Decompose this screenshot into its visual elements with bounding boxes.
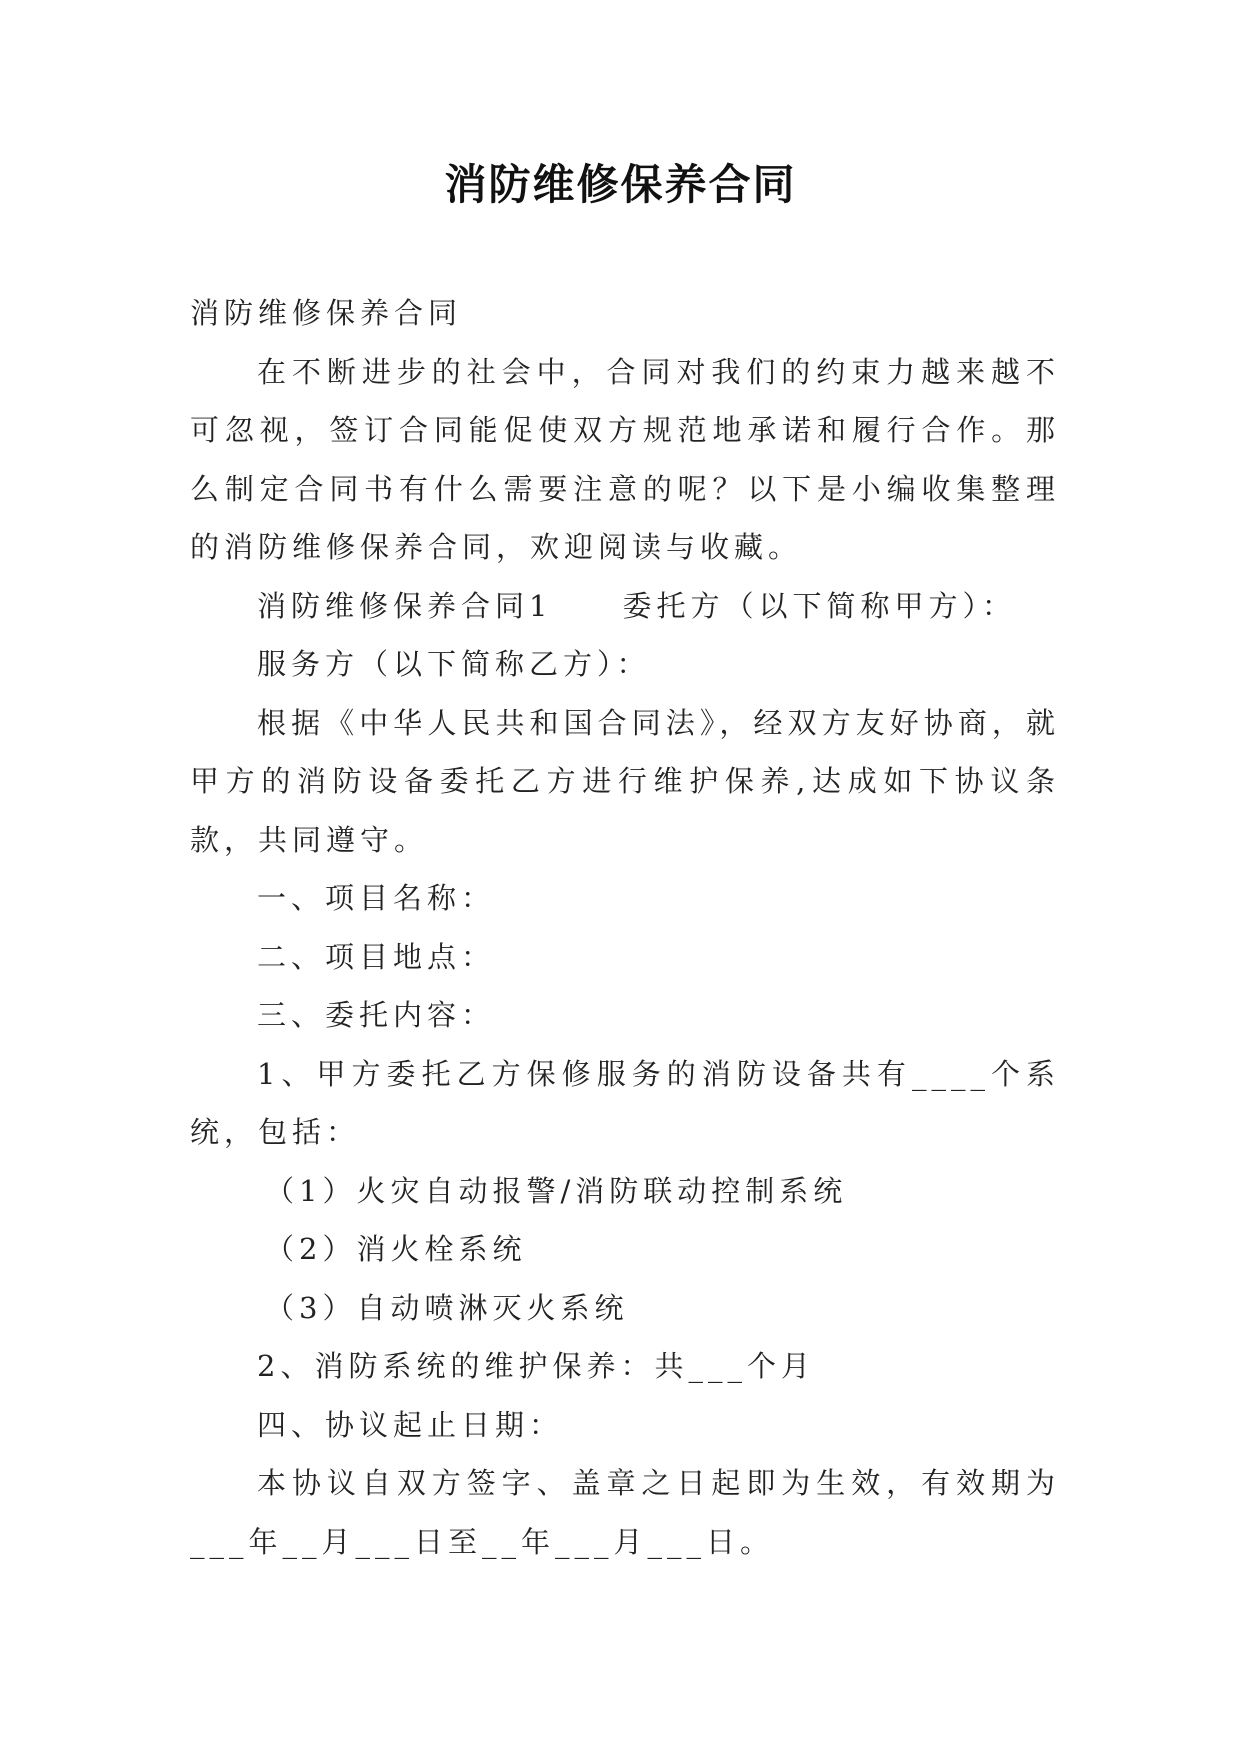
- effective-paragraph: 本协议自双方签字、盖章之日起即为生效，有效期为___年__月___日至__年___月___日。: [190, 1466, 1060, 1559]
- clause-2: 2、消防系统的维护保养：共___个月: [257, 1349, 815, 1383]
- document-body: [190, 284, 1060, 1571]
- system-item: （2）消火栓系统: [265, 1232, 527, 1266]
- clause-1: 1、甲方委托乙方保修服务的消防设备共有____个系统，包括：: [190, 1056, 1060, 1149]
- document-title: 消防维修保养合同: [444, 160, 797, 209]
- system-item: （3）自动喷淋灭火系统: [265, 1290, 629, 1325]
- item-agreement-period: 四、协议起止日期：: [257, 1407, 564, 1442]
- party-b-label: 服务方（以下简称乙方）：: [257, 647, 651, 681]
- item-project-name: 一、项目名称：: [257, 881, 496, 915]
- party-a-label: 委托方（以下简称甲方）：: [622, 588, 1016, 623]
- item-project-location: 二、项目地点：: [257, 939, 496, 974]
- item-entrusted-content: 三、委托内容：: [257, 998, 496, 1032]
- contract-heading: 消防维修保养合同1: [257, 588, 553, 623]
- contract-heading-line: [190, 577, 1060, 636]
- document-subtitle: 消防维修保养合同: [190, 296, 463, 330]
- system-item: （1）火灾自动报警/消防联动控制系统: [265, 1173, 848, 1208]
- intro-paragraph: 在不断进步的社会中，合同对我们的约束力越来越不可忽视，签订合同能促使双方规范地承诺和履行合作。那么制定合同书有什么需要注意的呢？以下是小编收集整理的消防维修保养合同，欢迎阅读与收藏。: [190, 354, 1060, 564]
- basis-paragraph: 根据《中华人民共和国合同法》，经双方友好协商，就甲方的消防设备委托乙方进行维护保养,达成如下协议条款，共同遵守。: [190, 705, 1060, 857]
